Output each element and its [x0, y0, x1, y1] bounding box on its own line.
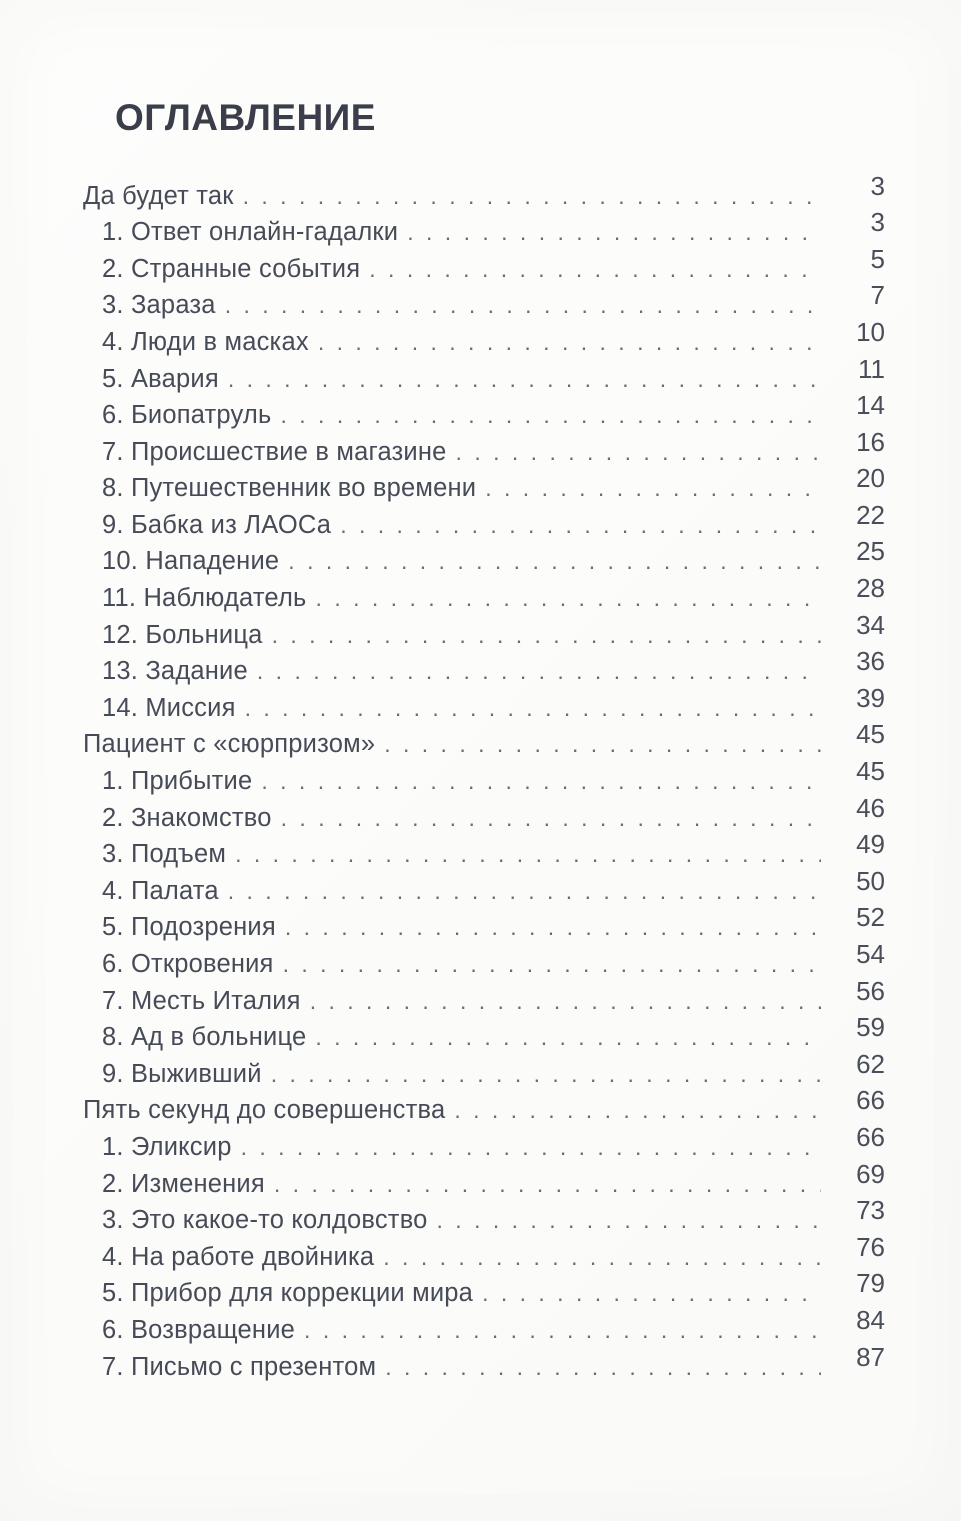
- dot-leader-line: [318, 328, 821, 357]
- toc-entry: [83, 499, 885, 546]
- toc-entry: [83, 829, 885, 875]
- toc-entry-label: 1. Ответ онлайн-гадалки: [102, 218, 399, 247]
- toc-entry: [83, 1195, 885, 1241]
- dot-leader-line: [456, 438, 821, 467]
- toc-entry-page-number: 5: [870, 243, 885, 274]
- toc-entry-label: 6. Откровения: [102, 950, 274, 979]
- toc-entry: [83, 1012, 885, 1058]
- toc-entry-page-number: 76: [856, 1231, 885, 1262]
- toc-entry-page-number: 56: [856, 975, 885, 1006]
- toc-entry: [83, 243, 885, 290]
- toc-entry-label: 13. Задание: [102, 657, 248, 686]
- toc-entry-page-number: 79: [856, 1268, 885, 1299]
- toc-entry-label: 8. Ад в больнице: [102, 1023, 307, 1052]
- toc-entry-label: 2. Знакомство: [102, 803, 272, 832]
- dot-leader-line: [482, 1279, 821, 1308]
- toc-entry-page-number: 49: [856, 829, 885, 860]
- toc-entry: [83, 353, 885, 400]
- dot-leader-line: [228, 877, 821, 906]
- toc-entry-page-number: 34: [856, 609, 885, 640]
- toc-entry: [83, 1268, 885, 1314]
- toc-entry: [83, 682, 885, 729]
- dot-leader-line: [272, 621, 821, 650]
- toc-entry-page-number: 46: [856, 792, 885, 823]
- dot-leader-line: [245, 694, 821, 723]
- toc-entry-page-number: 54: [856, 939, 885, 970]
- toc-entry: [83, 280, 885, 326]
- toc-entry: [83, 536, 885, 582]
- toc-entry-label: 2. Странные события: [102, 254, 361, 283]
- toc-entry-label: Пациент с «сюрпризом»: [83, 730, 376, 759]
- toc-entry-label: Пять секунд до совершенства: [83, 1096, 446, 1125]
- toc-entry-page-number: 52: [856, 902, 885, 933]
- toc-entry: [83, 939, 885, 985]
- toc-entry-page-number: 3: [870, 170, 885, 201]
- toc-entry-page-number: 66: [856, 1085, 885, 1116]
- toc-entry: [83, 975, 885, 1022]
- toc-entry-label: Да будет так: [83, 181, 234, 210]
- toc-entry-label: 7. Происшествие в магазине: [102, 437, 447, 466]
- toc-entry-label: 6. Возвращение: [102, 1315, 296, 1344]
- toc-entry-label: 11. Наблюдатель: [102, 584, 307, 613]
- dot-leader-line: [369, 255, 821, 284]
- toc-entry: [83, 902, 885, 948]
- dot-leader-line: [454, 1096, 821, 1125]
- toc-entry: [83, 646, 885, 692]
- toc-entry-page-number: 62: [856, 1048, 885, 1079]
- dot-leader-line: [271, 1060, 821, 1089]
- dot-leader-line: [315, 1023, 821, 1052]
- toc-entry: [83, 426, 885, 473]
- dot-leader-line: [225, 291, 821, 320]
- dot-leader-line: [228, 365, 821, 394]
- dot-leader-line: [285, 913, 821, 942]
- toc-entry-page-number: 39: [856, 682, 885, 713]
- toc-entry-page-number: 59: [856, 1012, 885, 1043]
- toc-entry: [83, 609, 885, 656]
- toc-entry-label: 1. Прибытие: [102, 767, 253, 796]
- toc-entry-label: 10. Нападение: [102, 547, 280, 576]
- dot-leader-line: [407, 218, 821, 247]
- toc-entry-label: 9. Бабка из ЛАОСа: [102, 510, 332, 539]
- dot-leader-line: [316, 584, 821, 613]
- toc-entry-page-number: 16: [856, 426, 885, 457]
- toc-entry: [83, 207, 885, 253]
- toc-entry: [83, 1085, 885, 1131]
- toc-entry-page-number: 11: [858, 353, 885, 384]
- toc-entry-page-number: 66: [856, 1121, 885, 1152]
- toc-entry-label: 4. Палата: [102, 876, 219, 905]
- toc-entry-label: 8. Путешественник во времени: [102, 474, 477, 503]
- toc-entry-label: 6. Биопатруль: [102, 401, 272, 430]
- toc-entry-label: 5. Прибор для коррекции мира: [102, 1279, 474, 1308]
- toc-entry-page-number: 3: [870, 207, 885, 238]
- dot-leader-line: [283, 950, 821, 979]
- toc-entry-label: 3. Подъем: [102, 840, 227, 869]
- toc-entry: [83, 756, 885, 802]
- toc-entry-label: 5. Авария: [102, 364, 219, 393]
- toc-entry-page-number: 50: [856, 865, 885, 896]
- toc-entry-label: 2. Изменения: [102, 1169, 265, 1198]
- toc-entry: [83, 865, 885, 912]
- toc-entry-label: 9. Выживший: [102, 1059, 262, 1088]
- dot-leader-line: [257, 657, 821, 686]
- toc-entry-page-number: 87: [856, 1341, 885, 1372]
- toc-entry-page-number: 84: [856, 1304, 885, 1335]
- toc-entry-page-number: 28: [856, 573, 885, 604]
- toc-entry-page-number: 20: [856, 463, 885, 494]
- dot-leader-line: [340, 511, 821, 540]
- toc-entry: [83, 1048, 885, 1095]
- toc-entry-page-number: 14: [856, 390, 885, 421]
- dot-leader-line: [288, 547, 821, 576]
- dot-leader-line: [384, 730, 821, 759]
- page-title: ОГЛАВЛЕНИЕ: [115, 97, 376, 138]
- toc-entry: [83, 463, 885, 509]
- toc-entry-page-number: 69: [856, 1158, 885, 1189]
- toc-entry-page-number: 36: [856, 646, 885, 677]
- toc-entry-label: 12. Больница: [102, 620, 263, 649]
- toc-entry-label: 3. Зараза: [102, 291, 216, 320]
- dot-leader-line: [310, 987, 821, 1016]
- dot-leader-line: [281, 804, 821, 833]
- toc-entry: [83, 1121, 885, 1168]
- toc-entry: [83, 1231, 885, 1278]
- toc-entry-page-number: 7: [870, 280, 885, 311]
- toc-entry: [83, 316, 885, 363]
- toc-entry-label: 4. Люди в масках: [102, 327, 309, 356]
- toc-entry: [83, 390, 885, 436]
- toc-entry-page-number: 25: [856, 536, 885, 567]
- toc-entry-page-number: 45: [856, 756, 885, 787]
- toc-entry: [83, 792, 885, 839]
- toc-entry-label: 1. Эликсир: [102, 1132, 232, 1161]
- dot-leader-line: [243, 182, 821, 211]
- toc-entry-label: 14. Миссия: [102, 693, 236, 722]
- toc-entry: [83, 573, 885, 619]
- dot-leader-line: [304, 1316, 821, 1345]
- dot-leader-line: [385, 1353, 821, 1382]
- toc-entry-label: 4. На работе двойника: [102, 1242, 375, 1271]
- toc-entry-label: 7. Месть Италия: [102, 986, 301, 1015]
- dot-leader-line: [274, 1170, 821, 1199]
- toc-entry: [83, 719, 885, 765]
- dot-leader-line: [280, 401, 821, 430]
- toc-entry: [83, 170, 885, 217]
- toc-entry-label: 5. Подозрения: [102, 913, 276, 942]
- toc-entry: [83, 1158, 885, 1205]
- dot-leader-line: [261, 767, 821, 796]
- toc-entry-page-number: 22: [856, 499, 885, 530]
- dot-leader-line: [235, 840, 821, 869]
- toc-entry: [83, 1341, 885, 1388]
- toc-list: [83, 170, 885, 1388]
- toc-entry: [83, 1304, 885, 1351]
- toc-entry-label: 7. Письмо с презентом: [102, 1352, 377, 1381]
- dot-leader-line: [437, 1206, 821, 1235]
- dot-leader-line: [383, 1243, 821, 1272]
- dot-leader-line: [241, 1133, 821, 1162]
- dot-leader-line: [485, 474, 821, 503]
- toc-entry-page-number: 10: [856, 316, 885, 347]
- toc-entry-page-number: 45: [856, 719, 885, 750]
- toc-entry-page-number: 73: [856, 1195, 885, 1226]
- toc-entry-label: 3. Это какое-то колдовство: [102, 1206, 428, 1235]
